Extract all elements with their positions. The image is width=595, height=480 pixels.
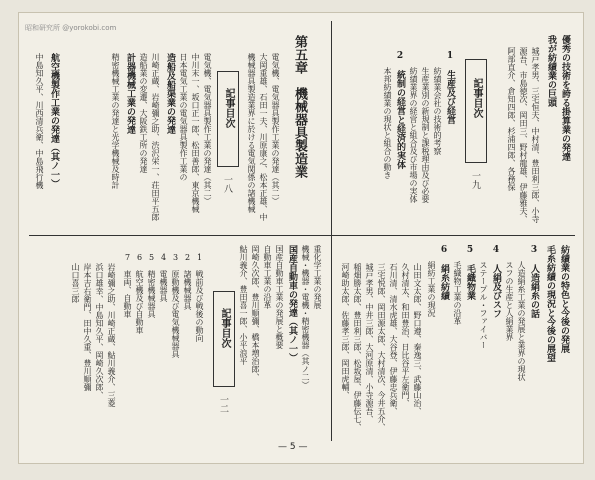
chapter-title: 第五章 機械器具製造業 <box>292 35 307 178</box>
toc-item: 紡績業会社の技術的考察 <box>433 51 442 155</box>
toc-title: 記事目次 <box>223 88 234 128</box>
header-line: 国産自動車の発達（其ノ一） <box>287 245 297 362</box>
toc-line: 大岡重雄、石田一夫、川原康之、松本正雄、中 <box>259 53 268 221</box>
header-line: 鮎川義介、豊田喜一郎、小平浪平 <box>239 245 248 365</box>
toc-line: 電気機、電気器具製作工業の発達（其二） <box>203 53 212 205</box>
names-line: 源吾、市島徳次、岡田三、野村龍雄、伊藤雅夫、 <box>519 47 528 223</box>
toc-line: 機械器具製造業界に於ける電気関係の諸機械 <box>247 53 256 213</box>
toc-item: 4 電機器具 <box>159 253 168 302</box>
toc-line: 絹紡工業の現況 <box>427 245 436 317</box>
toc-item: 1 戦前及び戦後の動向 <box>195 253 204 342</box>
horizontal-divider <box>29 235 575 236</box>
toc-line: 5 毛織物業 <box>465 245 475 300</box>
toc-line: 6 絹糸紡績 <box>439 245 449 300</box>
names-line: 城戸孝男、三宅恒夫、中村清、豊田利三郎、小寺 <box>531 47 540 223</box>
toc-line: スフの生産と人絹業界 <box>505 245 514 341</box>
names-line: 山口喜三郎 <box>71 263 80 303</box>
names-line: 浜口雄幸、中島知久平、岡崎久次郎、 <box>95 263 104 399</box>
toc-page-number: 一二 <box>218 395 228 413</box>
names-line: 稲畑勝太郎、豊田利三郎、松坂屋、伊藤伝七、 <box>353 263 362 431</box>
names-line: 阿部直介、倉知四郎、杉浦四郎、各務保 <box>507 47 516 191</box>
toc-item: 7 車両、自動車 <box>123 253 132 318</box>
names-line: 石川清、清水虎雄、大谷登、伊藤忠兵衛、 <box>389 263 398 415</box>
toc-item: 3 原動機及び電気機械器具 <box>171 253 180 358</box>
toc-line: 川崎正蔵、岩崎彌之助、渋沢栄一、荘田平五郎 <box>151 53 160 221</box>
toc-box <box>465 59 487 163</box>
toc-line: 人造絹糸工業の発展と業界の現状 <box>517 245 526 381</box>
toc-box <box>213 291 235 387</box>
toc-line: 毛織物工業の沿革 <box>453 245 462 325</box>
toc-page-number: 一九 <box>470 171 480 189</box>
toc-item: 本邦紡績業の現状と組合の動き <box>383 51 392 179</box>
toc-title: 記事目次 <box>471 78 482 118</box>
toc-line: 紡績業の特色と今後の発展 <box>559 245 569 353</box>
toc-item: 6 航空機及び自動車 <box>135 253 144 334</box>
toc-item: 紡績業界の経営と組合及び市場の実体 <box>409 51 418 203</box>
intro-line: 優秀の技術を誇る掛算業の発達 <box>560 35 570 161</box>
toc-item: 5 精密機械器具 <box>147 253 156 318</box>
names-line: 三宅悦郎、岡田源太郎、大村清次、今井五介、 <box>377 263 386 431</box>
header-line: 自動車工業の沿革 <box>263 245 272 309</box>
names-line: 岩崎彌之助、川崎正蔵、鮎川義介、三菱 <box>107 263 116 407</box>
toc-line: 航空機製作工業の発達（其ノ一） <box>49 53 59 188</box>
intro-line: 我が紡績業の巨頭 <box>546 35 556 107</box>
toc-line: 計器機械工業の発達 <box>125 53 135 134</box>
toc-line: 造船及船渠業の発達 <box>165 53 175 134</box>
toc-line: 電気機、電気器具製作工業の発達（其二） <box>271 53 280 205</box>
header-line: 機械・機器・電機・精密機器（其ノ二） <box>301 245 310 389</box>
toc-item: 2 統制の経営と経済的実体 <box>395 51 405 169</box>
toc-line: ステープル・ファイバー <box>479 245 488 349</box>
header-line: 岡崎久次郎、豊川順彌、橋本増治郎、 <box>251 245 260 381</box>
header-line: 重化学工業の発展 <box>313 245 322 309</box>
document-page <box>18 12 584 464</box>
header-line: 国産自動車工業の発展と概要 <box>275 245 284 349</box>
toc-line: 中島知久平、川西清兵衛、中島飛行機 <box>35 53 44 189</box>
toc-item: 2 諸機械器具 <box>183 253 192 310</box>
toc-line: 精密機械工業の発達と光学機械及時計 <box>111 53 120 189</box>
toc-item: 1 生産及び経営 <box>445 51 455 124</box>
names-line: 山田文太郎、野口遵、秦逸三、武藤山治、 <box>413 263 422 415</box>
toc-box <box>217 71 239 167</box>
toc-line: 3 人造絹糸の話 <box>529 245 539 318</box>
toc-line: 中川末一、坂口正一郎、松田善郎、東京機械 <box>191 53 200 213</box>
toc-item: 生産業別の新規制と課税理由及び必要 <box>421 51 430 203</box>
watermark: 昭和研究所 @yorokobi.com <box>25 24 117 32</box>
vertical-divider <box>331 21 332 441</box>
names-line: 岸本吉右衛門、田中久重、豊川順彌 <box>83 263 92 391</box>
toc-line: 日本電気工業の電気器具製作工業の <box>179 53 188 181</box>
names-line: 城戸孝男、中井三郎、大河原清、小寺源吾、 <box>365 263 374 423</box>
toc-title: 記事目次 <box>219 308 230 348</box>
toc-line: 造船業の変遷、大阪鉄工所の発達 <box>139 53 148 173</box>
toc-page-number: 一八 <box>222 175 232 193</box>
toc-line: 毛糸紡績の現況と今後の展望 <box>545 245 555 362</box>
page-number: — 5 — <box>278 442 308 452</box>
names-line: 河崎助太郎、佐藤孝三郎、岡田虎輔、 <box>341 263 350 399</box>
toc-line: 4 人絹及びスフ <box>491 245 501 318</box>
names-line: 久村清太、和田豊治、日比谷平左衛門、 <box>401 263 410 407</box>
